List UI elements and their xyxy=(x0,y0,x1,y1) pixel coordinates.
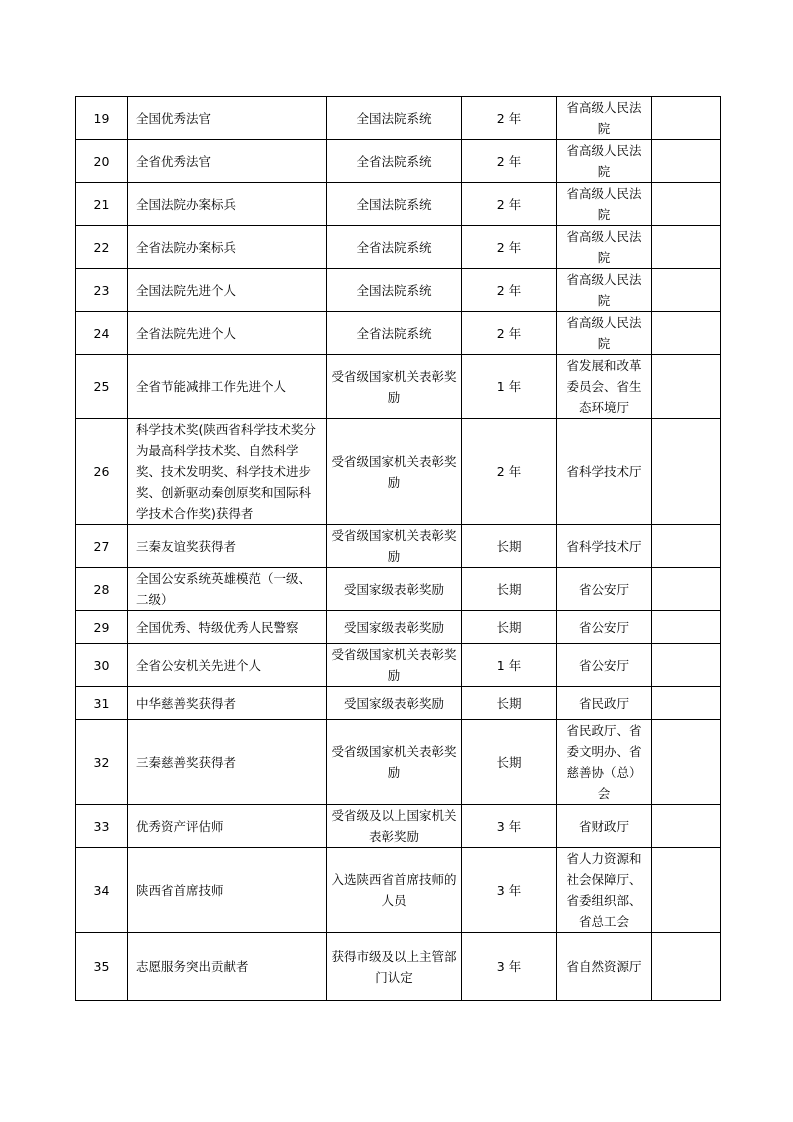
cell-award-name: 全省节能减排工作先进个人 xyxy=(128,355,327,419)
cell-unit: 省高级人民法院 xyxy=(557,97,652,140)
cell-note xyxy=(652,525,721,568)
table-row xyxy=(76,97,721,140)
cell-period: 2 年 xyxy=(462,419,557,525)
cell-period: 3 年 xyxy=(462,933,557,1001)
cell-note xyxy=(652,312,721,355)
cell-note xyxy=(652,568,721,611)
cell-award-name: 陕西省首席技师 xyxy=(128,848,327,933)
cell-basis: 受国家级表彰奖励 xyxy=(327,687,462,720)
cell-note xyxy=(652,687,721,720)
cell-basis: 受国家级表彰奖励 xyxy=(327,568,462,611)
cell-award-name: 全国优秀法官 xyxy=(128,97,327,140)
cell-unit: 省人力资源和社会保障厅、省委组织部、省总工会 xyxy=(557,848,652,933)
cell-basis: 受省级国家机关表彰奖励 xyxy=(327,525,462,568)
cell-award-name: 全国优秀、特级优秀人民警察 xyxy=(128,611,327,644)
cell-period: 3 年 xyxy=(462,805,557,848)
cell-basis: 全国法院系统 xyxy=(327,97,462,140)
cell-unit: 省公安厅 xyxy=(557,644,652,687)
cell-note xyxy=(652,140,721,183)
cell-award-name: 三秦友谊奖获得者 xyxy=(128,525,327,568)
cell-basis: 受省级及以上国家机关表彰奖励 xyxy=(327,805,462,848)
table-row xyxy=(76,611,721,644)
cell-basis: 全省法院系统 xyxy=(327,312,462,355)
cell-note xyxy=(652,183,721,226)
cell-no: 24 xyxy=(76,312,128,355)
cell-no: 33 xyxy=(76,805,128,848)
cell-no: 27 xyxy=(76,525,128,568)
cell-basis: 全省法院系统 xyxy=(327,226,462,269)
cell-no: 22 xyxy=(76,226,128,269)
cell-basis: 入选陕西省首席技师的人员 xyxy=(327,848,462,933)
cell-note xyxy=(652,419,721,525)
cell-note xyxy=(652,720,721,805)
cell-no: 30 xyxy=(76,644,128,687)
cell-no: 25 xyxy=(76,355,128,419)
awards-table-body xyxy=(76,97,721,1001)
cell-award-name: 全国法院办案标兵 xyxy=(128,183,327,226)
cell-award-name: 全省法院先进个人 xyxy=(128,312,327,355)
cell-period: 1 年 xyxy=(462,644,557,687)
cell-basis: 获得市级及以上主管部门认定 xyxy=(327,933,462,1001)
cell-unit: 省财政厅 xyxy=(557,805,652,848)
table-row xyxy=(76,269,721,312)
cell-note xyxy=(652,269,721,312)
cell-no: 34 xyxy=(76,848,128,933)
table-row xyxy=(76,805,721,848)
cell-unit: 省高级人民法院 xyxy=(557,226,652,269)
cell-no: 28 xyxy=(76,568,128,611)
awards-table xyxy=(75,96,721,1001)
table-row xyxy=(76,644,721,687)
table-row xyxy=(76,933,721,1001)
cell-period: 2 年 xyxy=(462,269,557,312)
cell-no: 20 xyxy=(76,140,128,183)
cell-basis: 受省级国家机关表彰奖励 xyxy=(327,355,462,419)
table-row xyxy=(76,355,721,419)
cell-basis: 受省级国家机关表彰奖励 xyxy=(327,644,462,687)
cell-award-name: 中华慈善奖获得者 xyxy=(128,687,327,720)
cell-award-name: 全省公安机关先进个人 xyxy=(128,644,327,687)
cell-no: 35 xyxy=(76,933,128,1001)
cell-basis: 受省级国家机关表彰奖励 xyxy=(327,720,462,805)
cell-no: 32 xyxy=(76,720,128,805)
cell-unit: 省自然资源厅 xyxy=(557,933,652,1001)
cell-period: 2 年 xyxy=(462,183,557,226)
cell-award-name: 志愿服务突出贡献者 xyxy=(128,933,327,1001)
cell-unit: 省民政厅、省委文明办、省慈善协（总）会 xyxy=(557,720,652,805)
cell-period: 1 年 xyxy=(462,355,557,419)
cell-period: 长期 xyxy=(462,720,557,805)
cell-note xyxy=(652,611,721,644)
cell-award-name: 全国法院先进个人 xyxy=(128,269,327,312)
cell-period: 长期 xyxy=(462,611,557,644)
cell-period: 2 年 xyxy=(462,312,557,355)
cell-award-name: 全省优秀法官 xyxy=(128,140,327,183)
table-row xyxy=(76,720,721,805)
cell-basis: 全国法院系统 xyxy=(327,183,462,226)
cell-award-name: 优秀资产评估师 xyxy=(128,805,327,848)
cell-note xyxy=(652,644,721,687)
cell-period: 2 年 xyxy=(462,140,557,183)
cell-unit: 省科学技术厅 xyxy=(557,525,652,568)
cell-award-name: 科学技术奖(陕西省科学技术奖分为最高科学技术奖、自然科学奖、技术发明奖、科学技术进步奖、创新驱动秦创原奖和国际科学技术合作奖)获得者 xyxy=(128,419,327,525)
cell-no: 23 xyxy=(76,269,128,312)
table-row xyxy=(76,226,721,269)
cell-unit: 省高级人民法院 xyxy=(557,183,652,226)
cell-period: 3 年 xyxy=(462,848,557,933)
cell-period: 2 年 xyxy=(462,97,557,140)
table-row xyxy=(76,687,721,720)
table-row xyxy=(76,525,721,568)
table-row xyxy=(76,568,721,611)
table-row xyxy=(76,419,721,525)
cell-note xyxy=(652,805,721,848)
cell-period: 长期 xyxy=(462,525,557,568)
cell-unit: 省高级人民法院 xyxy=(557,140,652,183)
cell-period: 长期 xyxy=(462,568,557,611)
cell-no: 31 xyxy=(76,687,128,720)
cell-note xyxy=(652,97,721,140)
cell-unit: 省民政厅 xyxy=(557,687,652,720)
cell-unit: 省高级人民法院 xyxy=(557,312,652,355)
cell-period: 长期 xyxy=(462,687,557,720)
cell-note xyxy=(652,355,721,419)
cell-award-name: 全国公安系统英雄模范（一级、二级） xyxy=(128,568,327,611)
cell-period: 2 年 xyxy=(462,226,557,269)
cell-unit: 省公安厅 xyxy=(557,568,652,611)
cell-unit: 省公安厅 xyxy=(557,611,652,644)
cell-unit: 省高级人民法院 xyxy=(557,269,652,312)
cell-award-name: 三秦慈善奖获得者 xyxy=(128,720,327,805)
cell-no: 26 xyxy=(76,419,128,525)
cell-basis: 全国法院系统 xyxy=(327,269,462,312)
table-row xyxy=(76,312,721,355)
cell-note xyxy=(652,848,721,933)
cell-unit: 省发展和改革委员会、省生态环境厅 xyxy=(557,355,652,419)
cell-no: 21 xyxy=(76,183,128,226)
cell-basis: 受国家级表彰奖励 xyxy=(327,611,462,644)
cell-no: 29 xyxy=(76,611,128,644)
cell-note xyxy=(652,933,721,1001)
table-row xyxy=(76,848,721,933)
cell-basis: 受省级国家机关表彰奖励 xyxy=(327,419,462,525)
cell-award-name: 全省法院办案标兵 xyxy=(128,226,327,269)
table-row xyxy=(76,183,721,226)
table-row xyxy=(76,140,721,183)
cell-basis: 全省法院系统 xyxy=(327,140,462,183)
cell-note xyxy=(652,226,721,269)
cell-no: 19 xyxy=(76,97,128,140)
cell-unit: 省科学技术厅 xyxy=(557,419,652,525)
